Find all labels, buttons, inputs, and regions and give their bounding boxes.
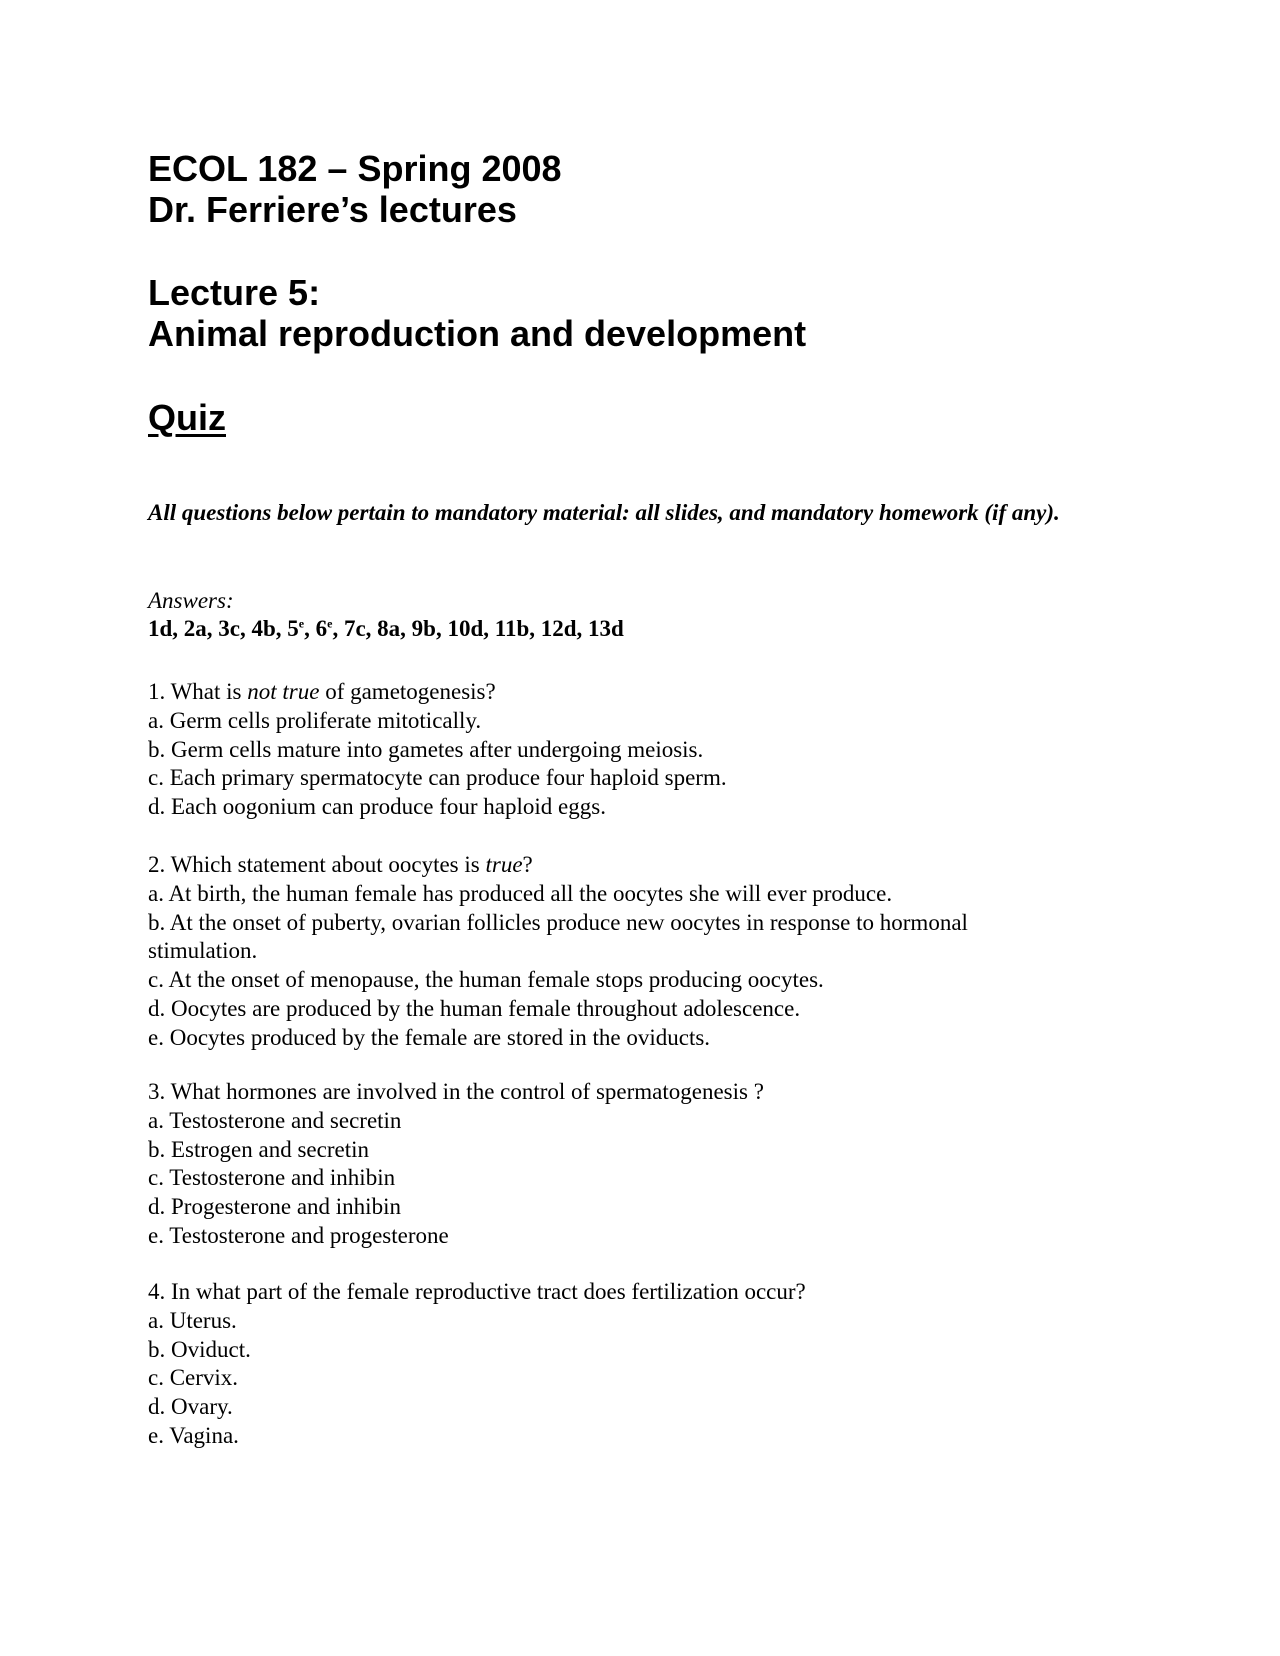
stem-text: 2. Which statement about oocytes is (148, 852, 486, 877)
question-3 (148, 1078, 1108, 1251)
answer-option-b: b. Germ cells mature into gametes after undergoing meiosis. (148, 736, 704, 762)
answer-option-a: a. Testosterone and secretin (148, 1107, 402, 1133)
answers-superscript: e (298, 616, 305, 631)
answer-option-c: c. At the onset of menopause, the human female stops producing oocytes. (148, 967, 824, 993)
answer-option-a: a. Uterus. (148, 1307, 237, 1333)
stem-emphasis: not true (247, 679, 320, 704)
answer-option-b: b. At the onset of puberty, ovarian follicles produce new oocytes in response to hormonal stimulation. (148, 909, 968, 964)
question-4 (148, 1278, 1108, 1451)
stem-emphasis: true (485, 852, 523, 877)
answer-option-d: d. Progesterone and inhibin (148, 1194, 401, 1220)
lecturer-title: Dr. Ferriere’s lectures (148, 189, 517, 230)
answers-key (148, 614, 624, 643)
answer-option-b: b. Oviduct. (148, 1336, 251, 1362)
answer-option-a: a. At birth, the human female has produced all the oocytes she will ever produce. (148, 880, 893, 906)
answer-option-e: e. Oocytes produced by the female are stored in the oviducts. (148, 1024, 711, 1050)
answer-option-d: d. Ovary. (148, 1394, 233, 1420)
course-title: ECOL 182 – Spring 2008 (148, 148, 562, 189)
answer-option-e: e. Vagina. (148, 1422, 239, 1448)
question-1 (148, 678, 1108, 822)
answer-option-e: e. Testosterone and progesterone (148, 1222, 449, 1248)
answers-part: , 7c, 8a, 9b, 10d, 11b, 12d, 13d (332, 616, 624, 641)
intro-note: All questions below pertain to mandatory material: all slides, and mandatory homework (if any). (148, 500, 1060, 525)
answer-option-c: c. Testosterone and inhibin (148, 1165, 396, 1191)
answer-option-a: a. Germ cells proliferate mitotically. (148, 707, 482, 733)
quiz-title: Quiz (148, 397, 226, 438)
lecture-number: Lecture 5: (148, 272, 321, 313)
answer-option-c: c. Each primary spermatocyte can produce four haploid sperm. (148, 765, 727, 791)
answers-superscript: e (327, 616, 333, 631)
question-stem: 3. What hormones are involved in the control of spermatogenesis ? (148, 1079, 764, 1104)
answers-part: , 6 (304, 616, 328, 641)
stem-text: ? (522, 852, 533, 877)
question-stem: 4. In what part of the female reproductive tract does fertilization occur? (148, 1279, 806, 1304)
stem-text: of gametogenesis? (319, 679, 496, 704)
stem-text: 1. What is (148, 679, 248, 704)
answer-option-d: d. Oocytes are produced by the human female throughout adolescence. (148, 995, 801, 1021)
answer-option-b: b. Estrogen and secretin (148, 1136, 369, 1162)
question-stem (148, 851, 1108, 880)
answer-option-c: c. Cervix. (148, 1365, 239, 1391)
question-stem (148, 678, 1108, 707)
answer-option-d: d. Each oogonium can produce four haploid eggs. (148, 794, 606, 820)
answers-part: 1d, 2a, 3c, 4b, 5 (148, 616, 299, 641)
question-2 (148, 851, 1108, 1053)
lecture-title: Animal reproduction and development (148, 313, 807, 354)
answers-label: Answers: (148, 588, 234, 613)
